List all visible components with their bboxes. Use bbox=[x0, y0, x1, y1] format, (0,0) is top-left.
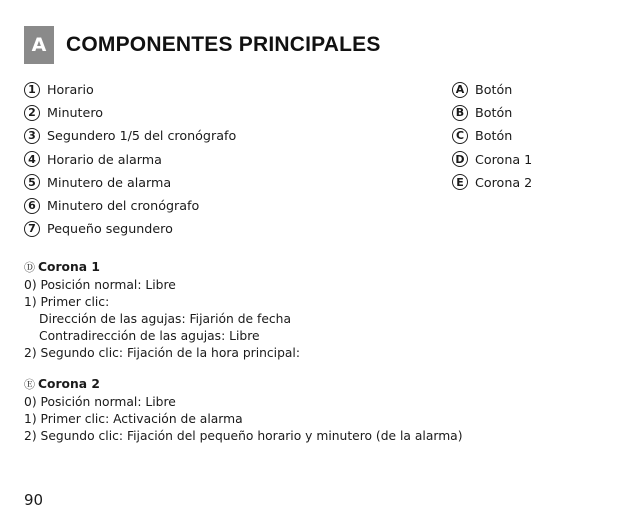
component-label: Pequeño segundero bbox=[47, 221, 173, 237]
crown2-line: 2) Segundo clic: Fijación del pequeño horario y minutero (de la alarma) bbox=[24, 428, 463, 443]
crown1-line: Contradirección de las agujas: Libre bbox=[39, 328, 260, 343]
component-label: Minutero de alarma bbox=[47, 174, 172, 190]
list-item bbox=[452, 78, 532, 101]
circled-number-marker: 6 bbox=[24, 198, 40, 214]
circled-number-marker: 4 bbox=[24, 151, 40, 167]
component-label: Horario bbox=[47, 82, 94, 98]
circled-letter-marker: D bbox=[452, 151, 468, 167]
component-label: Corona 1 bbox=[475, 151, 533, 167]
crown2-heading bbox=[24, 376, 463, 394]
components-list-numbered bbox=[24, 78, 236, 240]
circled-letter-marker: A bbox=[452, 82, 468, 98]
section-header bbox=[24, 26, 381, 64]
crown2-line: 0) Posición normal: Libre bbox=[24, 394, 176, 409]
component-label: Minutero del cronógrafo bbox=[47, 198, 200, 214]
circled-letter-marker: E bbox=[452, 174, 468, 190]
circled-d-symbol: Ⓓ bbox=[24, 261, 35, 274]
crown1-title: Corona 1 bbox=[38, 260, 100, 274]
circled-number-marker: 3 bbox=[24, 128, 40, 144]
circled-number-marker: 2 bbox=[24, 105, 40, 121]
list-item bbox=[24, 194, 236, 217]
list-item bbox=[24, 124, 236, 147]
list-item bbox=[24, 217, 236, 240]
crown2-line: 1) Primer clic: Activación de alarma bbox=[24, 411, 243, 426]
component-label: Botón bbox=[475, 105, 513, 121]
circled-number-marker: 1 bbox=[24, 82, 40, 98]
component-label: Corona 2 bbox=[475, 174, 533, 190]
page-title: COMPONENTES PRINCIPALES bbox=[66, 33, 381, 56]
list-item bbox=[24, 171, 236, 194]
crown2-section bbox=[24, 376, 463, 445]
list-item bbox=[24, 78, 236, 101]
component-label: Botón bbox=[475, 128, 513, 144]
component-label: Minutero bbox=[47, 105, 104, 121]
crown1-heading bbox=[24, 259, 300, 277]
list-item bbox=[24, 148, 236, 171]
crown1-line: Dirección de las agujas: Fijarión de fecha bbox=[39, 311, 292, 326]
component-label: Horario de alarma bbox=[47, 151, 162, 167]
list-item bbox=[452, 101, 532, 124]
list-item bbox=[452, 148, 532, 171]
component-label: Segundero 1/5 del cronógrafo bbox=[47, 128, 237, 144]
page-number: 90 bbox=[24, 491, 44, 509]
section-badge: A bbox=[24, 26, 54, 64]
crown2-title: Corona 2 bbox=[38, 377, 100, 391]
component-label: Botón bbox=[475, 82, 513, 98]
list-item bbox=[452, 171, 532, 194]
circled-number-marker: 5 bbox=[24, 174, 40, 190]
crown1-line: 2) Segundo clic: Fijación de la hora principal: bbox=[24, 345, 300, 360]
circled-e-symbol: Ⓔ bbox=[24, 378, 35, 391]
crown1-line: 1) Primer clic: bbox=[24, 294, 110, 309]
crown1-line: 0) Posición normal: Libre bbox=[24, 277, 176, 292]
list-item bbox=[24, 101, 236, 124]
components-list-lettered bbox=[452, 78, 532, 194]
circled-letter-marker: C bbox=[452, 128, 468, 144]
crown1-section bbox=[24, 259, 300, 361]
circled-letter-marker: B bbox=[452, 105, 468, 121]
circled-number-marker: 7 bbox=[24, 221, 40, 237]
list-item bbox=[452, 124, 532, 147]
